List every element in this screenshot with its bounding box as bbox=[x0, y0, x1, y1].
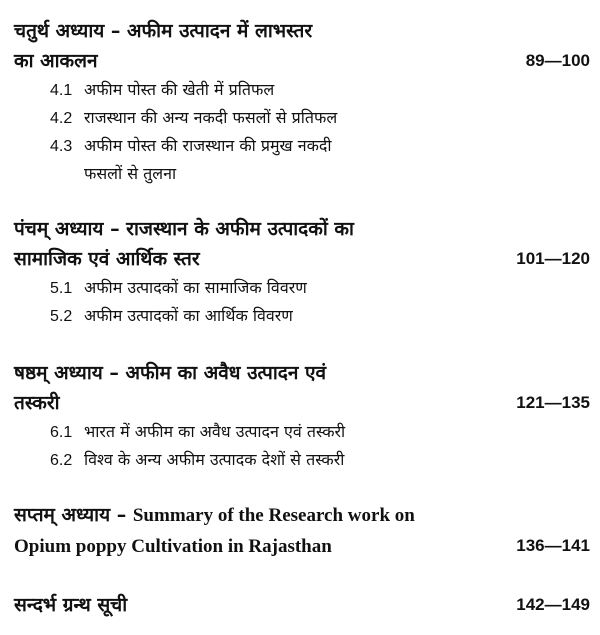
chapter-title-text: षष्ठम् अध्याय – अफीम का अवैध उत्पादन एवं bbox=[14, 362, 327, 384]
section-item bbox=[14, 104, 590, 132]
chapter-title-line bbox=[14, 214, 590, 244]
chapter-title-line bbox=[14, 388, 590, 418]
chapter-title-text: का आकलन bbox=[14, 50, 98, 72]
page-range: 101—120 bbox=[516, 249, 590, 268]
chapter-title-text: Opium poppy Cultivation in Rajasthan bbox=[14, 536, 332, 557]
chapter-title-line bbox=[14, 358, 590, 388]
chapter-title-text: सामाजिक एवं आर्थिक स्तर bbox=[14, 248, 200, 270]
section-number: 6.1 bbox=[50, 424, 73, 441]
section-title: अफीम उत्पादकों का आर्थिक विवरण bbox=[84, 306, 293, 325]
section-number: 5.2 bbox=[50, 308, 73, 325]
section-title: अफीम पोस्त की खेती में प्रतिफल bbox=[84, 80, 275, 99]
chapter-4 bbox=[14, 16, 590, 187]
chapter-title-text: सन्दर्भ ग्रन्थ सूची bbox=[14, 594, 128, 616]
section-title: विश्व के अन्य अफीम उत्पादक देशों से तस्करी bbox=[84, 450, 345, 469]
chapter-title-line bbox=[14, 590, 590, 620]
chapter-5 bbox=[14, 214, 590, 330]
page-range: 136—141 bbox=[516, 536, 590, 555]
chapter-title-text: तस्करी bbox=[14, 392, 60, 414]
bibliography bbox=[14, 590, 590, 620]
page-range: 121—135 bbox=[516, 393, 590, 412]
section-number: 4.3 bbox=[50, 138, 73, 155]
chapter-7 bbox=[14, 500, 590, 562]
chapter-title-line bbox=[14, 244, 590, 274]
section-number: 6.2 bbox=[50, 452, 73, 469]
chapter-title-text: चतुर्थ अध्याय – अफीम उत्पादन में लाभस्तर bbox=[14, 20, 313, 42]
section-item bbox=[14, 302, 590, 330]
page-range: 89—100 bbox=[525, 51, 590, 70]
section-item bbox=[14, 274, 590, 302]
section-title-continued: फसलों से तुलना bbox=[84, 164, 177, 183]
section-item bbox=[14, 76, 590, 104]
section-item bbox=[14, 418, 590, 446]
chapter-6 bbox=[14, 358, 590, 474]
chapter-title-line bbox=[14, 531, 590, 562]
page-range: 142—149 bbox=[516, 595, 590, 614]
chapter-title-line bbox=[14, 500, 590, 531]
section-title: भारत में अफीम का अवैध उत्पादन एवं तस्करी bbox=[84, 422, 346, 441]
section-title: राजस्थान की अन्य नकदी फसलों से प्रतिफल bbox=[84, 108, 338, 127]
section-item bbox=[14, 132, 590, 187]
chapter-title-text: Summary of the Research work on bbox=[132, 505, 415, 526]
section-number: 4.1 bbox=[50, 82, 73, 99]
section-number: 4.2 bbox=[50, 110, 73, 127]
chapter-title-line bbox=[14, 46, 590, 76]
section-number: 5.1 bbox=[50, 280, 73, 297]
chapter-title-line bbox=[14, 16, 590, 46]
chapter-title-prefix: सप्तम् अध्याय – bbox=[14, 504, 133, 526]
section-title: अफीम पोस्त की राजस्थान की प्रमुख नकदी bbox=[84, 136, 332, 155]
section-item bbox=[14, 446, 590, 474]
section-title: अफीम उत्पादकों का सामाजिक विवरण bbox=[84, 278, 307, 297]
chapter-title-text: पंचम् अध्याय – राजस्थान के अफीम उत्पादकों का bbox=[14, 218, 354, 240]
